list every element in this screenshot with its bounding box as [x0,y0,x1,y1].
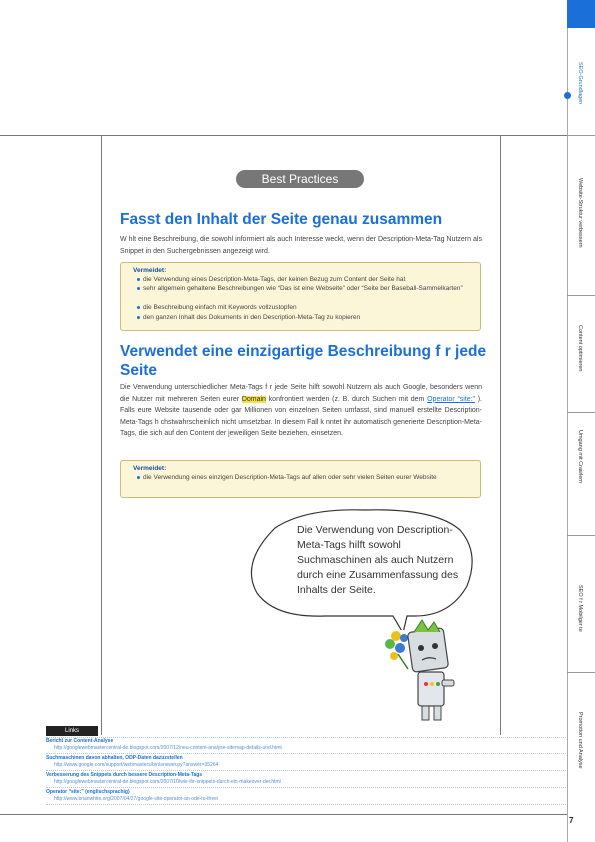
avoid-box-1 [120,262,481,331]
section2-text-a: Die Verwendung unterschiedlicher Meta-Tags f r jede Seite hilft sowohl Nutzern als auch Google, besonders wenn die Nutzer mit mehreren Seiten eurer [120,384,482,403]
robot-mascot-icon [384,614,464,724]
link-url[interactable]: http://googlewebmastercentral-de.blogspot.com/2007/12/neu-content-analyse-sitemap-details-und.html [54,745,282,751]
avoid-item: die Verwendung eines einzigen Description-Meta-Tags auf allen oder sehr vielen Seiten eurer Website [137,473,477,483]
divider [46,753,566,754]
frame-bottom-line [0,814,567,815]
link-title[interactable]: Operator “site:” (englischsprachig) [46,789,130,795]
bubble-text: Die Verwendung von Description-Meta-Tags hilft sowohl Suchmaschinen als auch Nutzern durch eine Zusammenfassung des Inhalts der Seite. [297,524,459,596]
divider [46,787,566,788]
avoid-box-title: Vermeidet: [133,465,167,472]
avoid-box-title: Vermeidet: [133,267,167,274]
avoid-box-2 [120,460,481,498]
link-title[interactable]: Suchmaschinen davon abhalten, ODP-Daten dazuzstellen [46,755,183,761]
sidebar-separator [567,295,595,296]
sidebar-separator [567,135,595,136]
link-url[interactable]: http://www.brianwhite.org/2007/04/27/google-site-operator-an-ode-to-thee/ [54,796,219,802]
section2-paragraph [120,382,482,440]
link-title[interactable]: Bericht zur Content-Analyse [46,738,114,744]
sidebar-item-crawler[interactable]: Umgang mit Crawlern [577,430,583,484]
site-operator-link[interactable]: Operator “site:” [427,395,475,403]
avoid-item: den ganzen Inhalt des Dokuments in den Description-Meta-Tag zu kopieren [137,313,477,323]
sidebar-item-promotion[interactable]: Promotion und Analyse [577,712,583,769]
domain-highlight: Domain [241,395,266,403]
links-label: Links [46,726,98,736]
section2-text-c: ). Falls eure Website tausende oder gar Millionen von einzelnen Seiten umfasst, sind manuell erstellte Description-Meta-Tags h chstwahrscheinlich nicht umsetzbar. In diesem Fall k nntet ihr automatisch generierte Description-Meta-Tags, die sich auf den Content der jeweiligen Seite beziehen, einsetzen. [120,395,482,437]
content-right-border [500,135,501,735]
sidebar-item-content[interactable]: Content optimieren [577,325,583,372]
content-left-border [101,135,102,735]
link-url[interactable]: http://googlewebmastercentral-de.blogspot.com/2007/10/wie-ihr-snippets-durch-ein-makeover-der.html [54,779,281,785]
section1-heading: Fasst den Inhalt der Seite genau zusammen [120,211,443,228]
page-number: 7 [569,816,574,825]
avoid-item: die Verwendung eines Description-Meta-Tags, der keinen Bezug zum Content der Seite hat [137,275,477,285]
avoid-item: die Beschreibung einfach mit Keywords vollzustopfen [137,303,477,313]
sidebar-border [567,0,568,842]
sidebar-item-seo-grundlagen[interactable]: SEO-Grundlagen [577,62,583,105]
link-url[interactable]: http://www.google.com/support/webmasters/bin/answer.py?answer=35264 [54,762,219,768]
divider [46,737,566,738]
frame-top-line [0,135,567,136]
sidebar-top-tab[interactable] [567,0,595,28]
sidebar-separator [567,535,595,536]
best-practices-banner: Best Practices [236,170,364,188]
sidebar-item-mobil[interactable]: SEO f r Mobilger te [577,585,583,632]
divider [46,804,566,805]
link-title[interactable]: Verbesserung des Snippets durch bessere Description-Meta-Tags [46,772,203,778]
sidebar-item-website-struktur[interactable]: Website-Struktur verbessern [577,178,583,248]
section1-paragraph: W hlt eine Beschreibung, die sowohl informiert als auch Interesse weckt, wenn der Description-Meta-Tag Nutzern als Snippet in den Suchergebnissen angezeigt wird. [120,236,482,255]
section2-heading: Verwendet eine einzigartige Beschreibung f r jede Seite [120,343,487,379]
section2-text-b: konfrontiert werden (z. B. durch Suchen mit dem [265,395,428,403]
avoid-item: sehr allgemein gehaltene Beschreibungen wie “Das ist eine Webseite” oder “Seite ber Baseball-Sammelkarten” [137,284,477,294]
divider [46,770,566,771]
sidebar-separator [567,412,595,413]
sidebar-separator [567,672,595,673]
